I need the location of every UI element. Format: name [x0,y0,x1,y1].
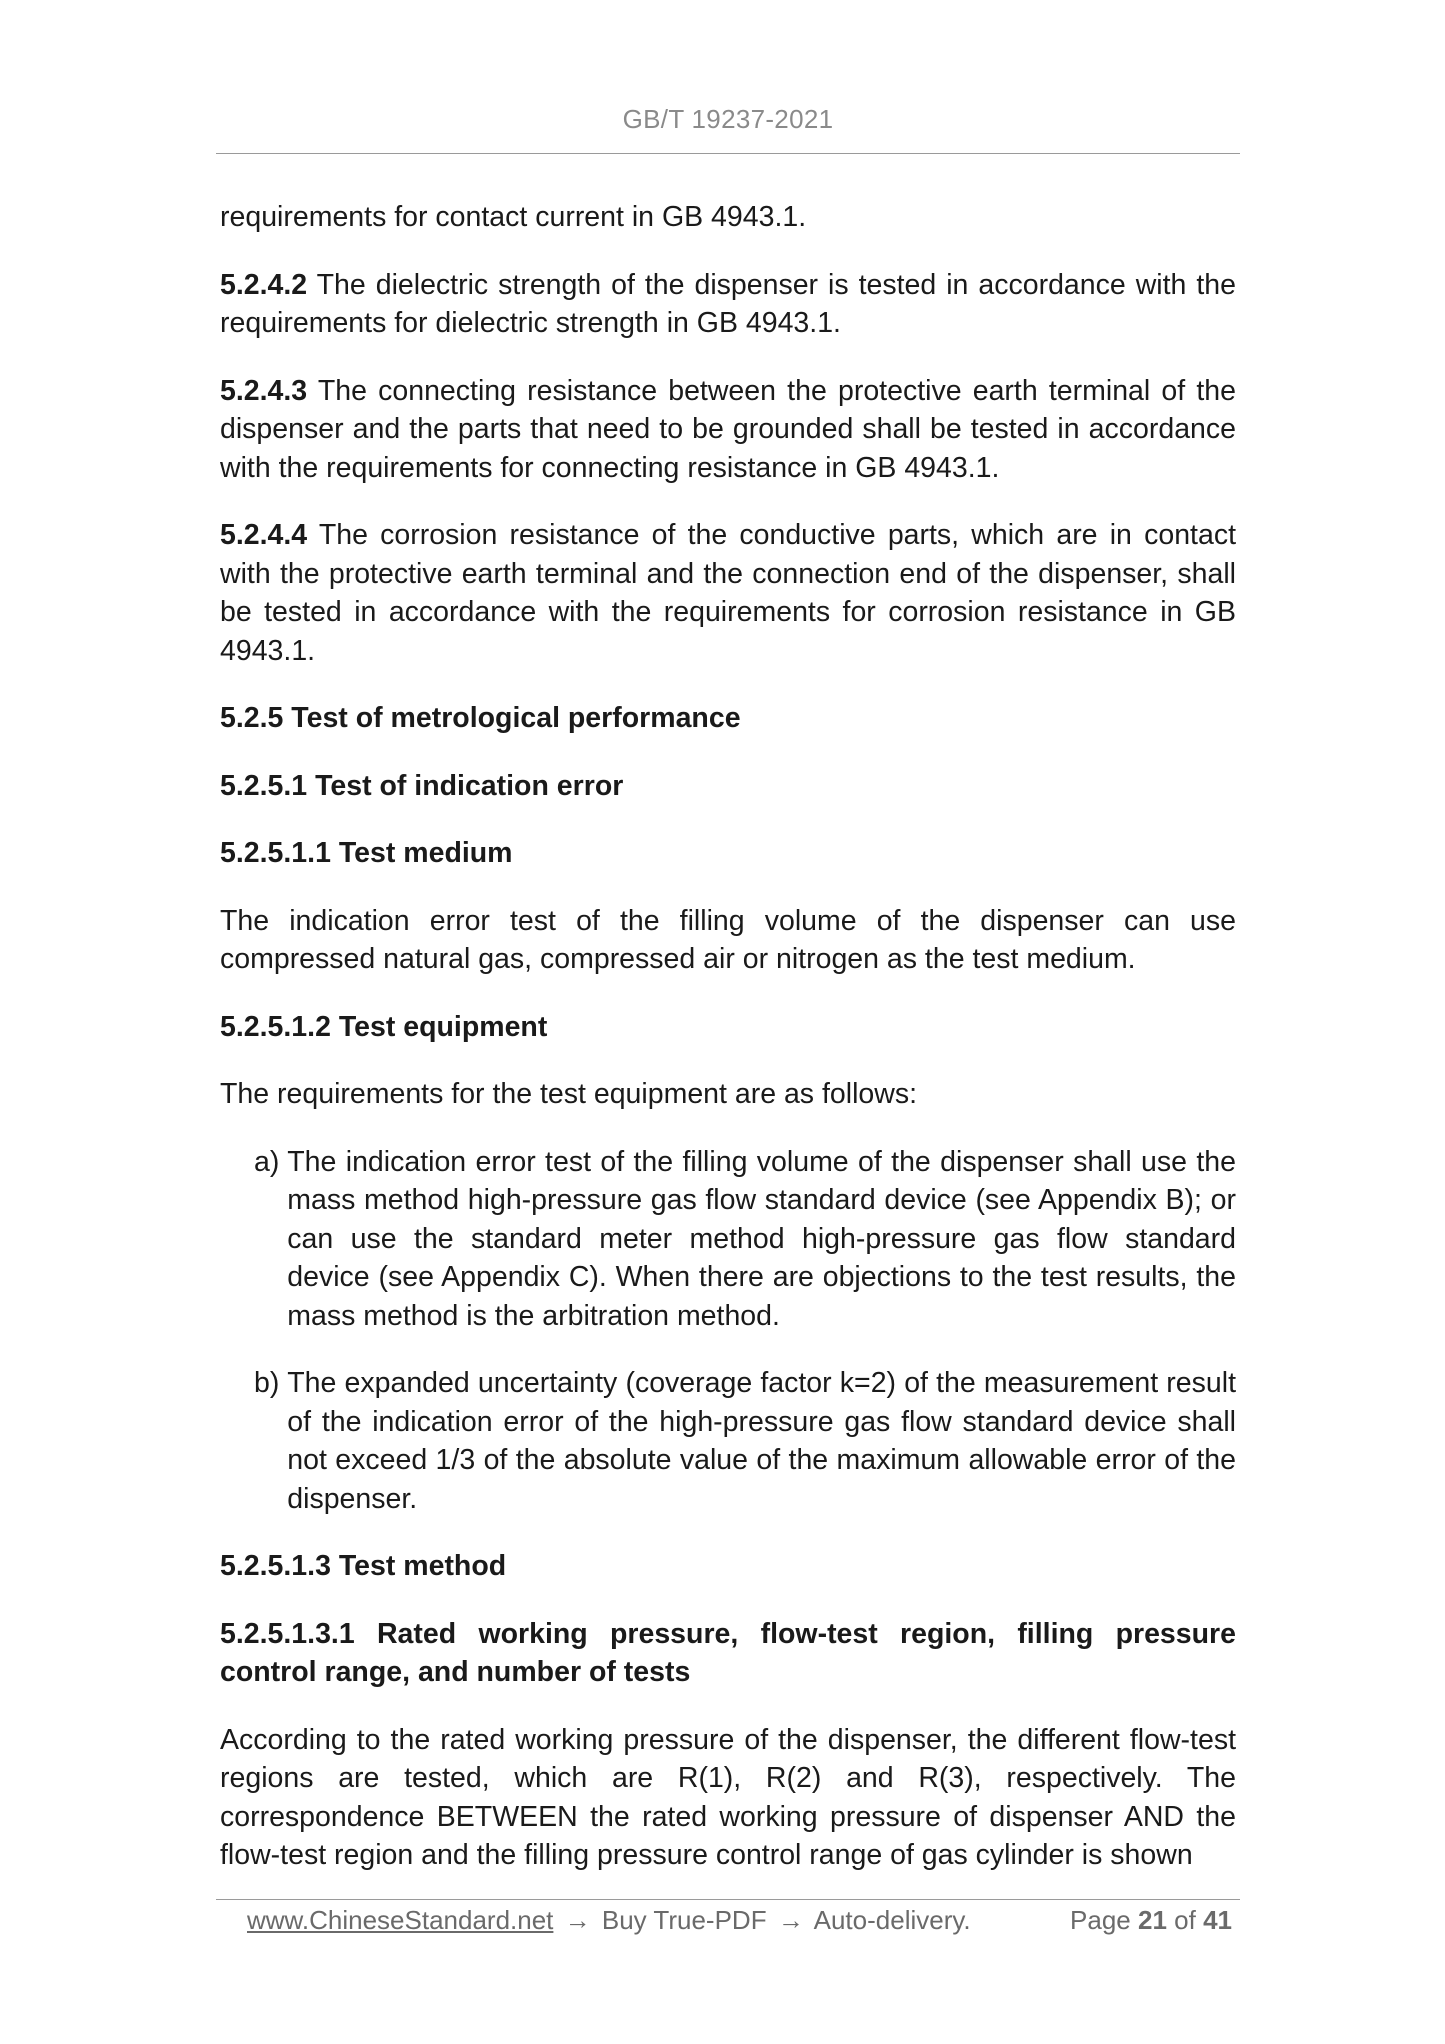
heading-5-2-5-1-3-1: 5.2.5.1.3.1 Rated working pressure, flow-test region, filling pressure control range, and number of tests [220,1617,1236,1688]
paragraph-intro: requirements for contact current in GB 4943.1. [220,201,807,233]
arrow-right-icon: → [564,1905,591,1935]
document-body [220,198,1236,1875]
clause-5-2-4-4 [220,516,1236,670]
clause-text: The dielectric strength of the dispenser is tested in accordance with the requirements for dielectric strength in GB 4943.1. [220,268,1236,339]
of-label: of [1174,1905,1196,1935]
heading-5-2-5-1-2: 5.2.5.1.2 Test equipment [220,1010,548,1043]
list-marker: b) [254,1367,288,1399]
list-item-b [254,1364,1236,1518]
paragraph-test-equipment: The requirements for the test equipment are as follows: [220,1078,918,1110]
page-label: Page [1070,1905,1131,1935]
clause-text: The connecting resistance between the protective earth terminal of the dispenser and the parts that need to be grounded shall be tested in accordance with the requirements for connecting resistance in GB 4943.1. [220,374,1236,484]
list-item-text: The expanded uncertainty (coverage factor k=2) of the measurement result of the indication error of the high-pressure gas flow standard device shall not exceed 1/3 of the absolute value of the maximum allowable error of the dispenser. [287,1367,1236,1515]
clause-5-2-4-3 [220,372,1236,488]
buy-text: Buy True-PDF [601,1905,767,1935]
heading-5-2-5-1: 5.2.5.1 Test of indication error [220,769,624,802]
paragraph-rated-pressure: According to the rated working pressure of the dispenser, the different flow-test regions are tested, which are R(1), R(2) and R(3), respectively. The correspondence BETWEEN the rated working pressure of dispenser AND the flow-test region and the filling pressure control range of gas cylinder is shown [220,1723,1236,1871]
clause-text: The corrosion resistance of the conductive parts, which are in contact with the protective earth terminal and the connection end of the dispenser, shall be tested in accordance with the requirements for corrosion resistance in GB 4943.1. [220,519,1236,667]
document-header-title: GB/T 19237-2021 [622,104,834,134]
clause-5-2-4-2 [220,266,1236,343]
page-number: 21 [1138,1905,1167,1935]
page-footer [247,1905,1232,1936]
heading-5-2-5: 5.2.5 Test of metrological performance [220,702,741,734]
list-item-text: The indication error test of the filling volume of the dispenser shall use the mass method high-pressure gas flow standard device (see Appendix B); or can use the standard meter method high-pressure gas flow standard device (see Appendix C). When there are objections to the test results, the mass method is the arbitration method. [287,1145,1236,1332]
delivery-text: Auto-delivery. [813,1905,971,1935]
website-link[interactable]: www.ChineseStandard.net [247,1905,554,1935]
list-item-a [254,1143,1236,1336]
paragraph-test-medium: The indication error test of the filling volume of the dispenser can use compressed natural gas, compressed air or nitrogen as the test medium. [220,904,1236,975]
clause-number: 5.2.4.2 [220,268,308,301]
footer-divider [216,1899,1240,1900]
heading-5-2-5-1-3: 5.2.5.1.3 Test method [220,1550,507,1582]
footer-links [247,1905,971,1936]
page-total: 41 [1203,1905,1232,1935]
page-indicator [1070,1905,1232,1936]
header-divider [216,153,1240,154]
arrow-right-icon: → [777,1905,804,1935]
clause-number: 5.2.4.3 [220,374,308,407]
list-marker: a) [254,1145,288,1178]
heading-5-2-5-1-1: 5.2.5.1.1 Test medium [220,837,513,869]
clause-number: 5.2.4.4 [220,519,308,551]
